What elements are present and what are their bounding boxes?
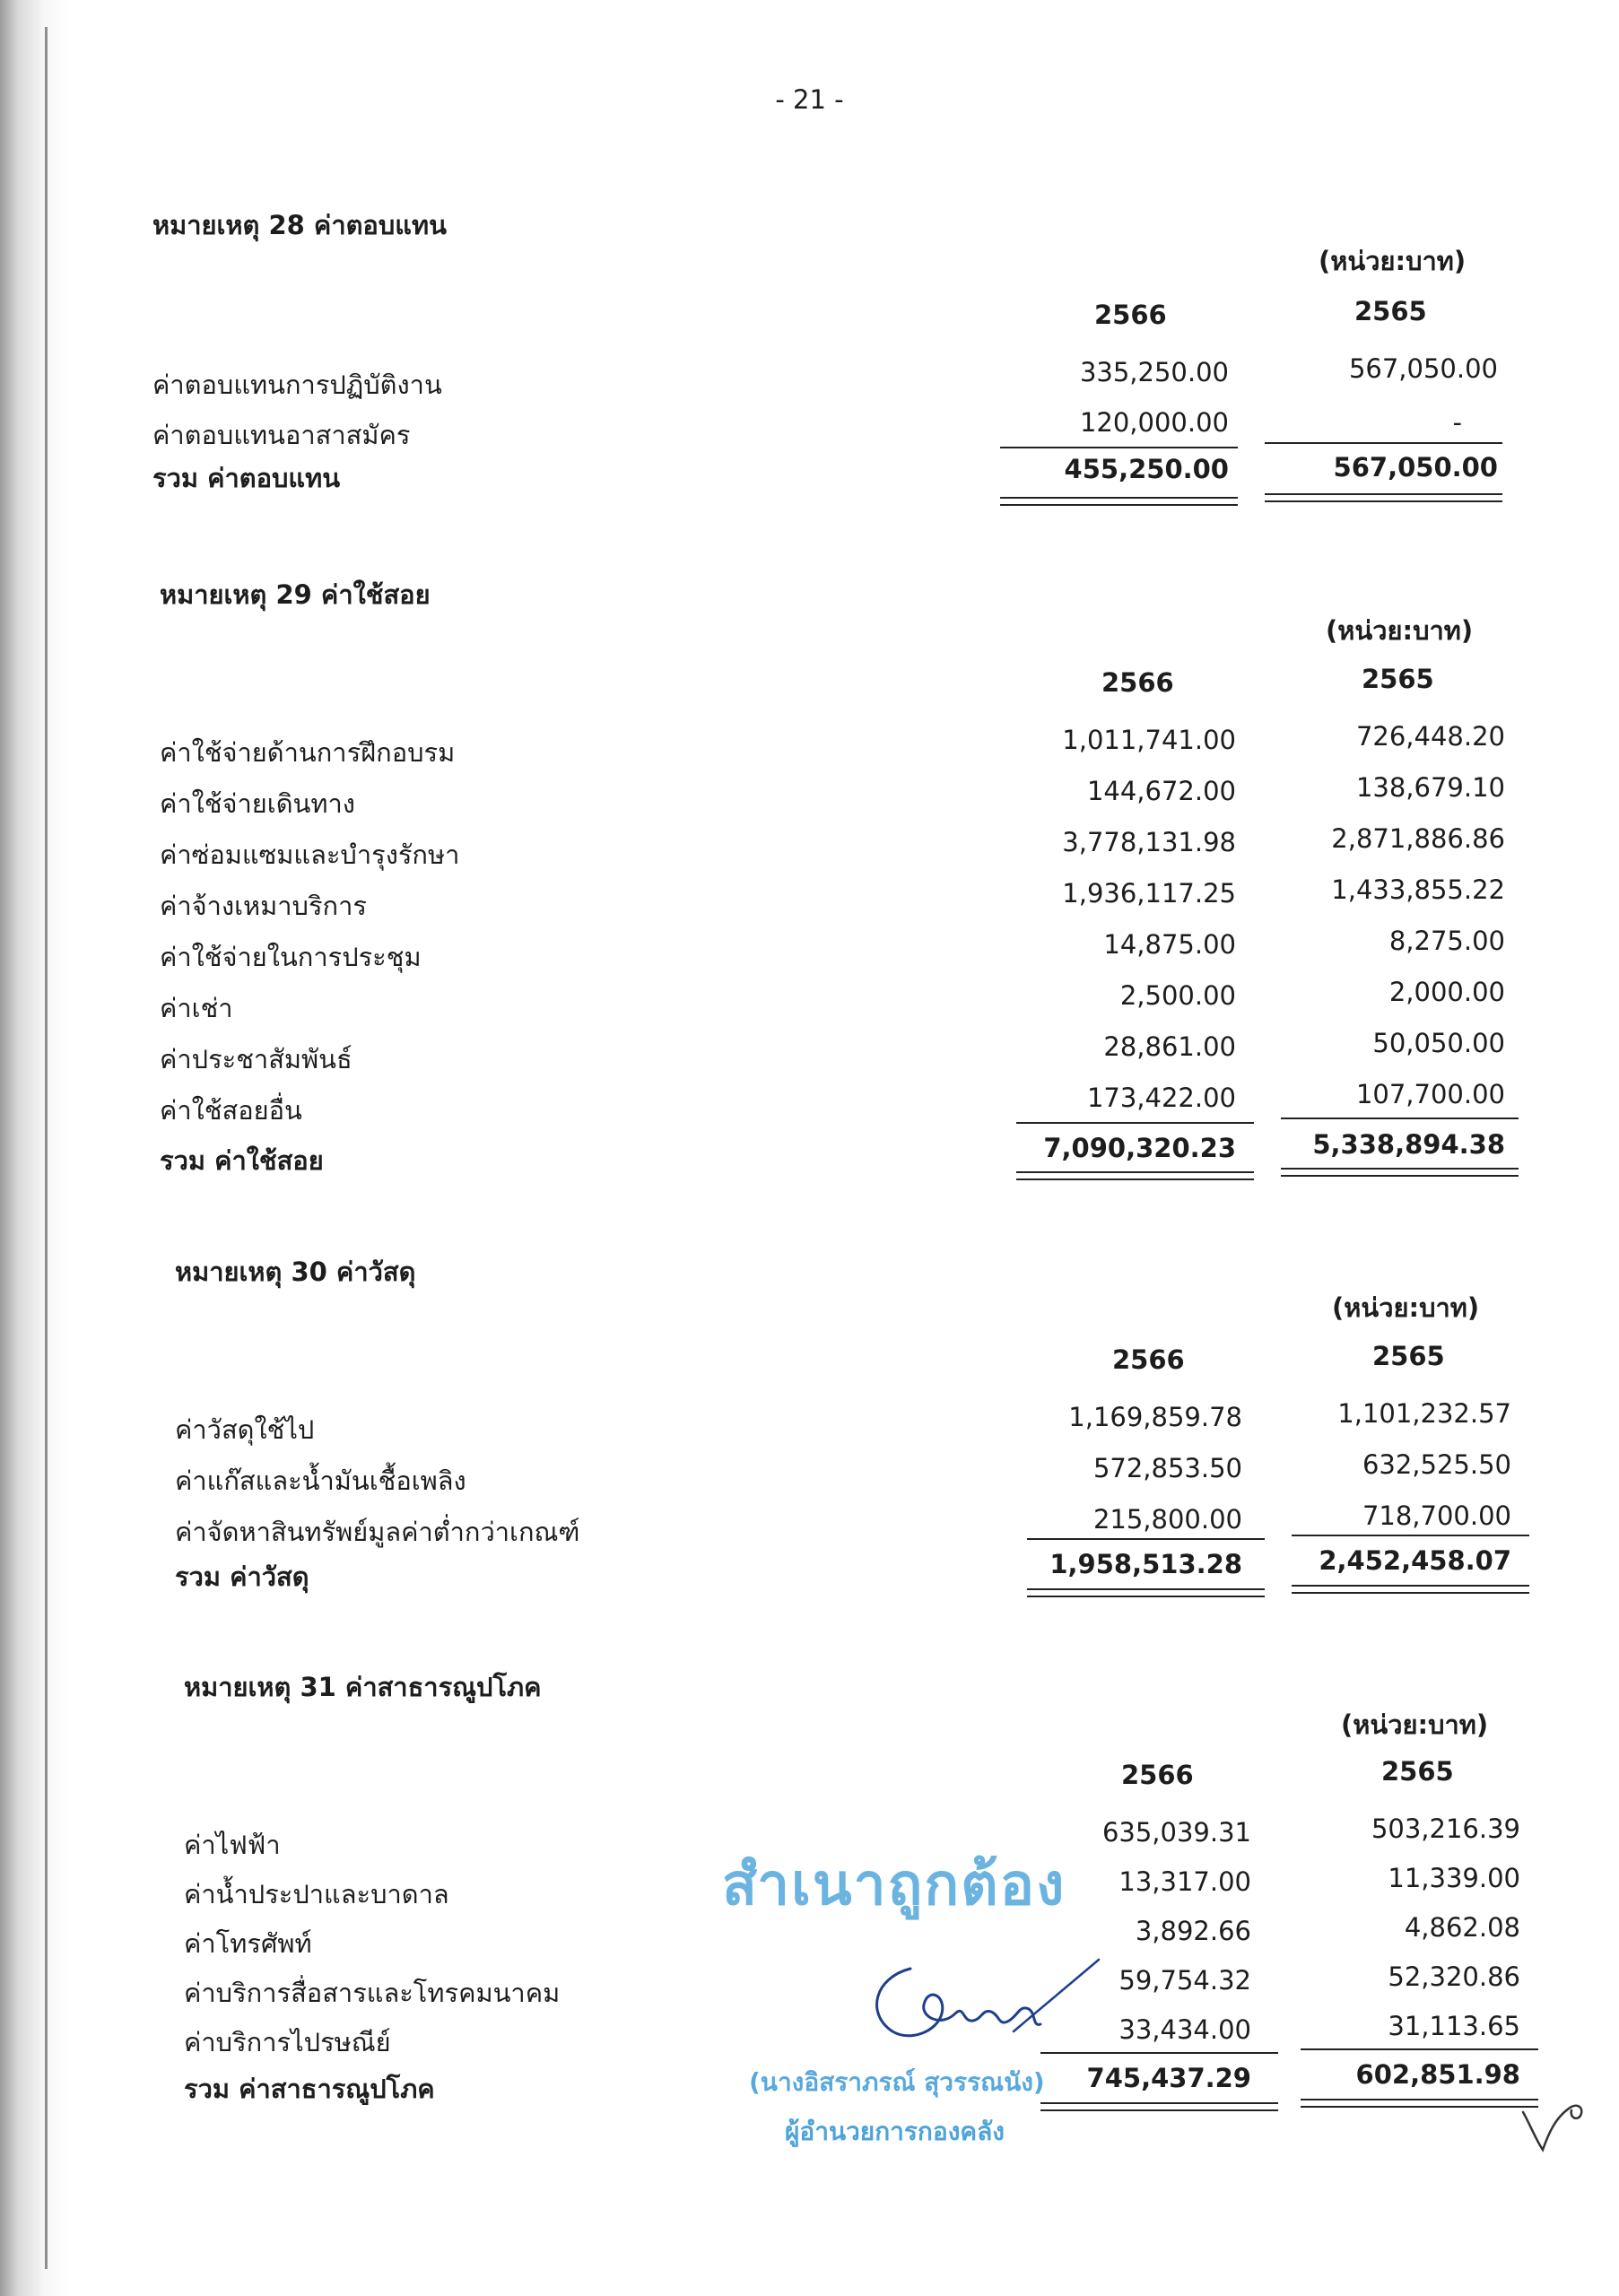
total-label: รวม ค่าวัสดุ xyxy=(175,1561,309,1592)
row-label: ค่าใช้จ่ายด้านการฝึกอบรม xyxy=(160,737,456,768)
value-2565: 503,216.39 xyxy=(1371,1813,1520,1844)
total-label: รวม ค่าใช้สอย xyxy=(160,1145,324,1176)
value-2565: 567,050.00 xyxy=(1348,353,1498,384)
note-29-row xyxy=(160,926,1541,974)
value-2566: 144,672.00 xyxy=(1086,776,1236,806)
note-29-row xyxy=(160,823,1541,872)
note-29-row xyxy=(160,1028,1541,1076)
value-2565: 107,700.00 xyxy=(1355,1079,1505,1109)
row-label: ค่าตอบแทนการปฏิบัติงาน xyxy=(152,370,442,400)
note-29-year-2566: 2566 xyxy=(1101,667,1174,698)
value-2565: 2,871,886.86 xyxy=(1331,823,1505,854)
note-31-year-2565: 2565 xyxy=(1381,1756,1454,1787)
total-2566: 1,958,513.28 xyxy=(1049,1549,1242,1579)
total-double-line-2566 xyxy=(1016,1171,1254,1180)
row-label: ค่าไฟฟ้า xyxy=(184,1830,281,1860)
total-double-line-2565 xyxy=(1265,493,1502,502)
value-2565: 718,700.00 xyxy=(1362,1500,1511,1531)
value-2566: 1,011,741.00 xyxy=(1062,725,1236,755)
row-label: ค่าจ้างเหมาบริการ xyxy=(160,891,367,921)
total-label: รวม ค่าสาธารณูปโภค xyxy=(184,2074,435,2104)
note-31-title: หมายเหตุ 31 ค่าสาธารณูปโภค xyxy=(184,1672,542,1702)
row-label: ค่าบริการสื่อสารและโทรคมนาคม xyxy=(184,1978,561,2008)
value-2565: 50,050.00 xyxy=(1372,1028,1505,1058)
value-2565: 1,101,232.57 xyxy=(1337,1398,1511,1429)
row-label: ค่าจัดหาสินทรัพย์มูลค่าต่ำกว่าเกณฑ์ xyxy=(175,1517,580,1547)
note-30-year-2566: 2566 xyxy=(1112,1344,1185,1375)
note-29-row xyxy=(160,874,1541,923)
value-2566: 59,754.32 xyxy=(1119,1965,1251,1996)
value-2566: 33,434.00 xyxy=(1119,2014,1251,2045)
subtotal-line-2565 xyxy=(1292,1535,1529,1536)
row-label: ค่าใช้จ่ายในการประชุม xyxy=(160,942,422,972)
value-2565: 1,433,855.22 xyxy=(1331,874,1505,905)
value-2566: 3,778,131.98 xyxy=(1062,827,1236,857)
signer-name: (นางอิสราภรณ์ สุวรรณนัง) xyxy=(749,2067,1045,2097)
value-2566: 335,250.00 xyxy=(1079,357,1229,387)
value-2565: 31,113.65 xyxy=(1388,2011,1520,2041)
value-2566: 14,875.00 xyxy=(1103,929,1236,960)
note-29-row xyxy=(160,772,1541,821)
note-28-unit: (หน่วย:บาท) xyxy=(1319,246,1467,276)
row-label: ค่าประชาสัมพันธ์ xyxy=(160,1044,353,1074)
total-2566: 455,250.00 xyxy=(1064,454,1229,484)
certified-copy-stamp: สำเนาถูกต้อง xyxy=(722,1852,1066,1918)
page-binding-shadow xyxy=(0,0,72,2296)
subtotal-line-2565 xyxy=(1281,1118,1519,1119)
note-30-row xyxy=(175,1500,1556,1549)
value-2565: 138,679.10 xyxy=(1355,772,1505,803)
note-31-unit: (หน่วย:บาท) xyxy=(1341,1709,1489,1740)
value-2566: 120,000.00 xyxy=(1079,407,1229,438)
total-double-line-2566 xyxy=(1000,497,1238,506)
signature-mark xyxy=(857,1942,1108,2049)
subtotal-line-2566 xyxy=(1027,1538,1265,1540)
total-2565: 602,851.98 xyxy=(1355,2059,1520,2090)
handwritten-initial-mark xyxy=(1516,2094,1588,2157)
value-2565: 2,000.00 xyxy=(1388,977,1505,1007)
row-label: ค่าซ่อมแซมและบำรุงรักษา xyxy=(160,839,460,870)
row-label: ค่าวัสดุใช้ไป xyxy=(175,1414,315,1445)
value-2566: 635,039.31 xyxy=(1101,1817,1251,1848)
row-label: ค่าแก๊สและน้ำมันเชื้อเพลิง xyxy=(175,1465,466,1496)
total-2565: 2,452,458.07 xyxy=(1319,1545,1511,1576)
value-2566: 1,169,859.78 xyxy=(1068,1402,1242,1432)
subtotal-line-2566 xyxy=(1016,1122,1254,1124)
note-28-year-2566: 2566 xyxy=(1094,300,1167,330)
note-29-row xyxy=(160,1079,1541,1127)
value-2566: 572,853.50 xyxy=(1092,1453,1242,1483)
row-label: ค่าโทรศัพท์ xyxy=(184,1928,312,1959)
total-2565: 5,338,894.38 xyxy=(1312,1129,1505,1160)
value-2565: 726,448.20 xyxy=(1355,721,1505,752)
row-label: ค่าตอบแทนอาสาสมัคร xyxy=(152,420,411,450)
total-2566: 745,437.29 xyxy=(1086,2063,1251,2093)
total-double-line-2565 xyxy=(1292,1585,1529,1594)
value-2566: 13,317.00 xyxy=(1119,1866,1251,1897)
note-30-row xyxy=(175,1398,1556,1447)
value-2566: 1,936,117.25 xyxy=(1062,878,1236,909)
row-label: ค่าเช่า xyxy=(160,993,233,1023)
value-2566: 28,861.00 xyxy=(1103,1031,1236,1062)
value-2566: 2,500.00 xyxy=(1119,980,1236,1011)
note-30-title: หมายเหตุ 30 ค่าวัสดุ xyxy=(175,1257,416,1287)
value-2565: 11,339.00 xyxy=(1388,1863,1520,1893)
note-29-unit: (หน่วย:บาท) xyxy=(1326,615,1474,646)
note-28-title: หมายเหตุ 28 ค่าตอบแทน xyxy=(152,210,447,240)
note-28-total-row xyxy=(152,454,1534,499)
signer-position: ผู้อำนวยการกองคลัง xyxy=(785,2117,1005,2146)
total-double-line-2565 xyxy=(1281,1168,1519,1177)
note-30-year-2565: 2565 xyxy=(1372,1341,1445,1371)
total-double-line-2565 xyxy=(1301,2099,1538,2108)
note-29-row xyxy=(160,977,1541,1025)
note-29-row xyxy=(160,721,1541,770)
note-28-row xyxy=(152,353,1534,402)
subtotal-line-2565 xyxy=(1265,442,1502,444)
binding-edge-line xyxy=(45,27,48,2269)
note-28-year-2565: 2565 xyxy=(1354,296,1427,326)
value-2565: - xyxy=(1452,407,1462,438)
subtotal-line-2566 xyxy=(1040,2052,1278,2054)
row-label: ค่าน้ำประปาและบาดาล xyxy=(184,1879,449,1909)
total-label: รวม ค่าตอบแทน xyxy=(152,463,341,493)
value-2566: 3,892.66 xyxy=(1135,1916,1251,1946)
note-30-unit: (หน่วย:บาท) xyxy=(1332,1292,1480,1323)
row-label: ค่าใช้จ่ายเดินทาง xyxy=(160,788,355,819)
page-number: - 21 - xyxy=(775,84,844,115)
note-30-row xyxy=(175,1449,1556,1498)
row-label: ค่าใช้สอยอื่น xyxy=(160,1095,302,1126)
note-29-title: หมายเหตุ 29 ค่าใช้สอย xyxy=(160,579,431,610)
subtotal-line-2565 xyxy=(1301,2048,1538,2050)
value-2565: 4,862.08 xyxy=(1404,1912,1520,1943)
note-29-year-2565: 2565 xyxy=(1362,664,1434,694)
total-double-line-2566 xyxy=(1040,2102,1278,2111)
total-2566: 7,090,320.23 xyxy=(1043,1133,1236,1163)
value-2565: 8,275.00 xyxy=(1388,926,1505,956)
total-2565: 567,050.00 xyxy=(1333,452,1498,483)
row-label: ค่าบริการไปรษณีย์ xyxy=(184,2027,391,2057)
total-double-line-2566 xyxy=(1027,1588,1265,1597)
value-2566: 215,800.00 xyxy=(1092,1504,1242,1535)
value-2565: 52,320.86 xyxy=(1388,1961,1520,1992)
value-2565: 632,525.50 xyxy=(1362,1449,1511,1480)
note-28-row xyxy=(152,407,1534,452)
value-2566: 173,422.00 xyxy=(1086,1083,1236,1113)
note-31-year-2566: 2566 xyxy=(1121,1760,1194,1790)
subtotal-line-2566 xyxy=(1000,447,1238,448)
